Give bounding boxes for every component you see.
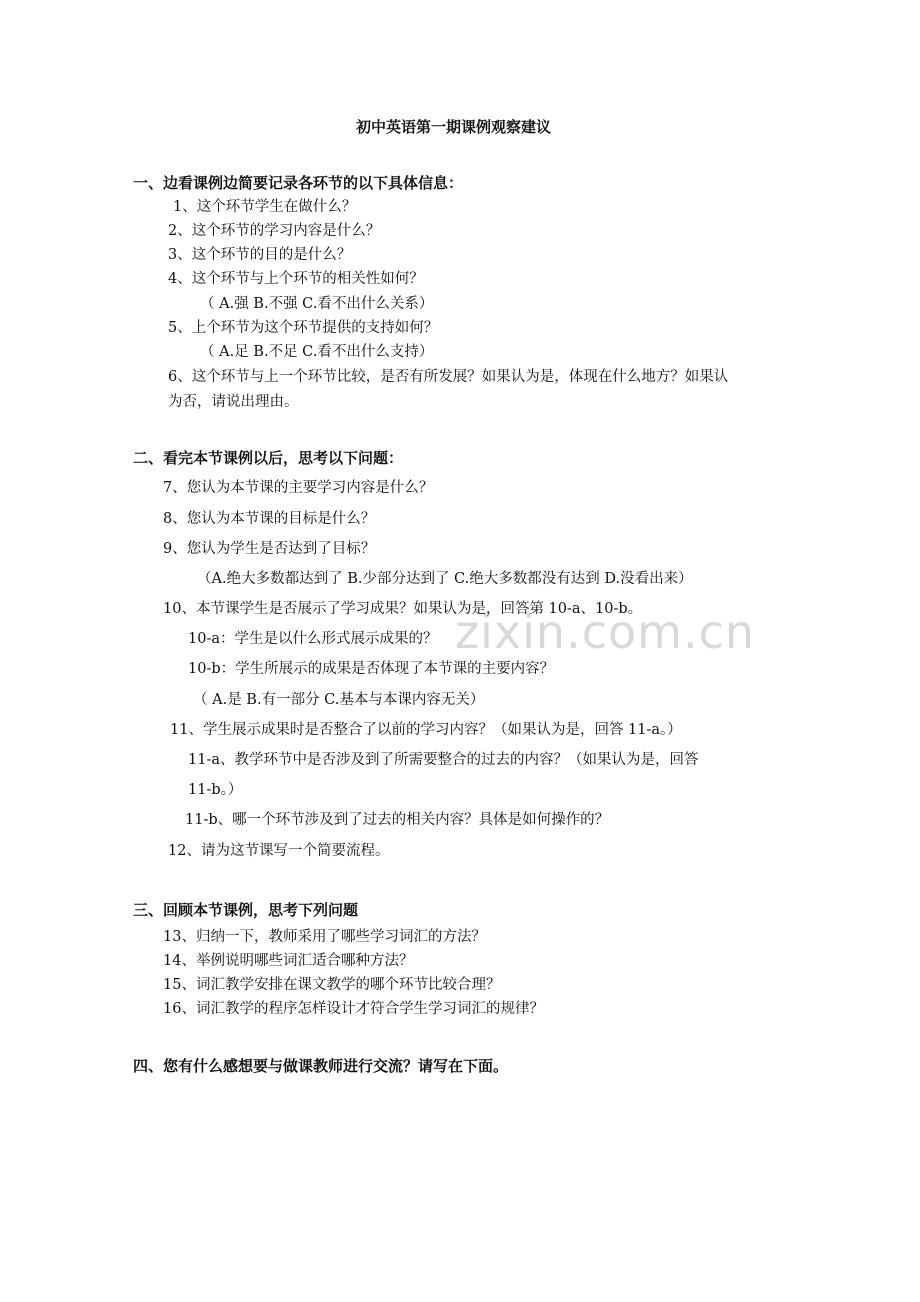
question-4: 4、这个环节与上个环节的相关性如何？ (168, 271, 424, 287)
question-14: 14、举例说明哪些词汇适合哪种方法？ (163, 953, 414, 969)
question-9: 9、您认为学生是否达到了目标？ (163, 541, 376, 557)
question-10-options: （ A.是 B.有一部分 C.基本与本课内容无关） (193, 692, 485, 708)
question-9-options: （A.绝大多数都达到了 B.少部分达到了 C.绝大多数都没有达到 D.没看出来） (197, 571, 693, 587)
question-5-options: （ A.足 B.不足 C.看不出什么支持） (200, 344, 434, 360)
question-11b: 11-b、哪一个环节涉及到了过去的相关内容？具体是如何操作的？ (185, 812, 610, 828)
question-15: 15、词汇教学安排在课文教学的哪个环节比较合理？ (163, 977, 501, 993)
question-13: 13、归纳一下，教师采用了哪些学习词汇的方法？ (163, 929, 486, 945)
question-10a: 10-a：学生是以什么形式展示成果的？ (188, 631, 438, 647)
section-3-heading: 三、回顾本节课例，思考下列问题 (133, 901, 359, 919)
watermark: zixin.com.cn (455, 605, 756, 659)
question-11a-line-2: 11-b。） (188, 782, 243, 798)
section-2-heading: 二、看完本节课例以后，思考以下问题： (133, 449, 404, 467)
question-12: 12、请为这节课写一个简要流程。 (168, 843, 390, 859)
question-11a-line-1: 11-a、教学环节中是否涉及到了所需要整合的过去的内容？（如果认为是，回答 (188, 752, 699, 768)
question-11: 11、学生展示成果时是否整合了以前的学习内容？（如果认为是，回答 11-a。） (170, 722, 682, 738)
section-1-heading: 一、边看课例边简要记录各环节的以下具体信息： (133, 174, 464, 192)
question-5: 5、上个环节为这个环节提供的支持如何？ (168, 320, 439, 336)
question-10: 10、本节课学生是否展示了学习成果？如果认为是，回答第 10-a、10-b。 (163, 601, 643, 617)
page-title: 初中英语第一期课例观察建议 (356, 118, 552, 136)
question-1: 1、这个环节学生在做什么？ (173, 199, 357, 215)
section-4-heading: 四、您有什么感想要与做课教师进行交流？请写在下面。 (133, 1057, 509, 1075)
question-10b: 10-b：学生所展示的成果是否体现了本节课的主要内容？ (188, 661, 555, 677)
question-7: 7、您认为本节课的主要学习内容是什么？ (163, 480, 434, 496)
question-6-line-2: 为否，请说出理由。 (168, 394, 299, 410)
question-2: 2、这个环节的学习内容是什么？ (168, 223, 381, 239)
question-16: 16、词汇教学的程序怎样设计才符合学生学习词汇的规律？ (163, 1001, 544, 1017)
question-6-line-1: 6、这个环节与上一个环节比较，是否有所发展？如果认为是，体现在什么地方？如果认 (168, 369, 729, 385)
question-3: 3、这个环节的目的是什么？ (168, 247, 352, 263)
question-8: 8、您认为本节课的目标是什么？ (163, 511, 376, 527)
question-4-options: （ A.强 B.不强 C.看不出什么关系） (200, 296, 434, 312)
